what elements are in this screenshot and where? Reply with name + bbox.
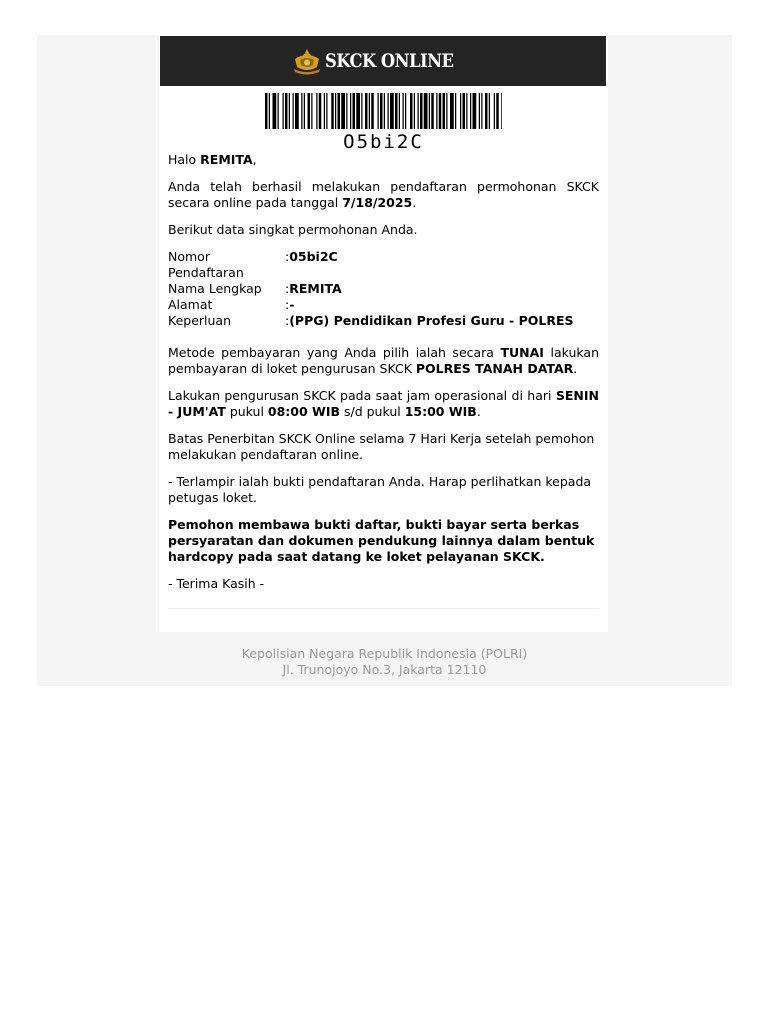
email-background xyxy=(37,35,732,686)
barcode-bar xyxy=(390,93,394,129)
barcode-bar xyxy=(265,93,268,129)
barcode-bar xyxy=(289,93,290,129)
barcode-bar xyxy=(384,93,385,129)
detail-value: - xyxy=(289,297,295,312)
detail-value: REMITA xyxy=(289,281,342,296)
barcode-bar xyxy=(496,93,499,129)
barcode-bar xyxy=(388,93,389,129)
summary-intro: Berikut data singkat permohonan Anda. xyxy=(168,222,418,237)
detail-colon: : xyxy=(285,313,290,328)
barcode-bar xyxy=(494,93,495,129)
payment-paragraph xyxy=(168,345,599,377)
attachment-paragraph: - Terlampir ialah bukti pendaftaran Anda. Harap perlihatkan kepada petugas loket. xyxy=(168,474,592,505)
barcode-bar xyxy=(501,93,502,129)
barcode-bar xyxy=(293,93,294,129)
barcode-bar xyxy=(436,93,437,129)
brand-name: SKCK ONLINE xyxy=(324,50,454,72)
barcode-bar xyxy=(319,93,322,129)
content-divider xyxy=(168,608,599,609)
detail-value-address xyxy=(285,297,599,313)
barcode-bar xyxy=(439,93,442,129)
hours-end: 15:00 WIB xyxy=(404,404,477,419)
detail-colon: : xyxy=(285,249,290,264)
registration-paragraph xyxy=(168,179,599,211)
greeting xyxy=(168,152,599,168)
registration-end: . xyxy=(412,195,417,210)
registration-date: 7/18/2025 xyxy=(342,195,413,210)
barcode-bar xyxy=(450,93,454,129)
hours-text: Lakukan pengurusan SKCK pada saat jam operasional di hari xyxy=(168,388,556,403)
detail-value-purpose xyxy=(285,313,599,329)
bring-documents-notice: Pemohon membawa bukti daftar, bukti bayar serta berkas persyaratan dan dokumen pendukung lainnya dalam bentuk hardcopy pada saat datang ke loket pelayanan SKCK. xyxy=(168,517,595,564)
payment-method: TUNAI xyxy=(500,345,544,360)
email-card xyxy=(159,35,608,632)
barcode-bar xyxy=(481,93,482,129)
detail-label: Alamat xyxy=(168,297,213,312)
detail-colon: : xyxy=(285,281,290,296)
greeting-suffix: , xyxy=(252,152,257,167)
barcode-bar xyxy=(410,93,413,129)
deadline-paragraph: Batas Penerbitan SKCK Online selama 7 Hari Kerja setelah pemohon melakukan pendaftaran online. xyxy=(168,431,595,462)
barcode-bar xyxy=(283,93,284,129)
barcode-bar xyxy=(350,93,351,129)
payment-text: lakukan pembayaran di loket pengurusan SKCK xyxy=(168,345,600,376)
detail-label: Nama Lengkap xyxy=(168,281,262,296)
hours-text: pukul xyxy=(225,404,268,419)
barcode-bar xyxy=(470,93,471,129)
barcode-bar xyxy=(395,93,398,129)
barcode-bar xyxy=(369,93,370,129)
barcode-bar xyxy=(311,93,312,129)
barcode-bar xyxy=(335,93,336,129)
barcode-bar xyxy=(424,93,428,129)
polri-emblem-icon xyxy=(292,47,322,75)
brand-logo xyxy=(292,47,474,75)
footer-address: Jl. Trunojoyo No.3, Jakarta 12110 xyxy=(282,662,487,677)
barcode-bar xyxy=(399,93,400,129)
barcode-bar xyxy=(273,93,277,129)
footer-org: Kepolisian Negara Republik Indonesia (POLRI) xyxy=(241,646,528,661)
barcode-bar xyxy=(380,93,383,129)
barcode-bar xyxy=(473,93,477,129)
detail-value: 05bi2C xyxy=(289,249,338,264)
barcode-bar xyxy=(361,93,362,129)
email-footer xyxy=(37,646,732,678)
barcode-bar xyxy=(353,93,356,129)
detail-label: Nomor Pendaftaran xyxy=(168,249,244,280)
barcode-bar xyxy=(479,93,480,129)
barcode-bar xyxy=(356,93,360,129)
barcode-bar xyxy=(443,93,446,129)
registration-barcode xyxy=(265,93,502,129)
barcode-bar xyxy=(331,93,334,129)
barcode-bar xyxy=(489,93,490,129)
barcode-bar xyxy=(485,93,488,129)
payment-end: . xyxy=(573,361,578,376)
email-header xyxy=(160,36,606,86)
barcode-bar xyxy=(466,93,467,129)
barcode-bar xyxy=(431,93,434,129)
barcode-bar xyxy=(460,93,461,129)
hours-days: SENIN - JUM'AT xyxy=(168,388,599,419)
detail-value-registration-number xyxy=(285,249,599,281)
barcode-bar xyxy=(463,93,466,129)
detail-value-full-name xyxy=(285,281,599,297)
barcode-bar xyxy=(371,93,374,129)
hours-final: . xyxy=(476,404,481,419)
barcode-bar xyxy=(301,93,302,129)
barcode-bar xyxy=(429,93,430,129)
barcode-bar xyxy=(378,93,379,129)
barcode-bar xyxy=(420,93,423,129)
detail-colon: : xyxy=(285,297,290,312)
detail-value: (PPG) Pendidikan Profesi Guru - POLRES xyxy=(289,313,574,328)
barcode-bar xyxy=(324,93,325,129)
barcode-bar xyxy=(278,93,279,129)
barcode-bar xyxy=(446,93,447,129)
barcode-bar xyxy=(346,93,347,129)
barcode-code: O5bi2C xyxy=(343,131,424,153)
barcode-bar xyxy=(403,93,404,129)
payment-text: Metode pembayaran yang Anda pilih ialah secara xyxy=(168,345,501,360)
barcode-bar xyxy=(405,93,406,129)
barcode-bar xyxy=(414,93,415,129)
barcode-bar xyxy=(304,93,305,129)
barcode-bar xyxy=(269,93,270,129)
barcode-bar xyxy=(365,93,368,129)
barcode-bar xyxy=(326,93,327,129)
barcode-bar xyxy=(308,93,311,129)
barcode-bar xyxy=(295,93,299,129)
greeting-name: REMITA xyxy=(200,152,253,167)
barcode-bar xyxy=(418,93,419,129)
registration-details xyxy=(168,249,599,329)
registration-text: Anda telah berhasil melakukan pendaftaran permohonan SKCK secara online pada tanggal xyxy=(168,179,599,210)
hours-paragraph xyxy=(168,388,599,420)
barcode-bar xyxy=(285,93,288,129)
barcode-bar xyxy=(316,93,317,129)
email-body xyxy=(168,152,599,592)
barcode-bar xyxy=(341,93,345,129)
barcode-bar xyxy=(338,93,341,129)
hours-text: s/d pukul xyxy=(340,404,405,419)
detail-label: Keperluan xyxy=(168,313,232,328)
greeting-prefix: Halo xyxy=(168,152,201,167)
payment-office: POLRES TANAH DATAR xyxy=(415,361,574,376)
barcode-bar xyxy=(455,93,456,129)
hours-start: 08:00 WIB xyxy=(267,404,341,419)
closing-line: - Terima Kasih - xyxy=(168,576,265,591)
